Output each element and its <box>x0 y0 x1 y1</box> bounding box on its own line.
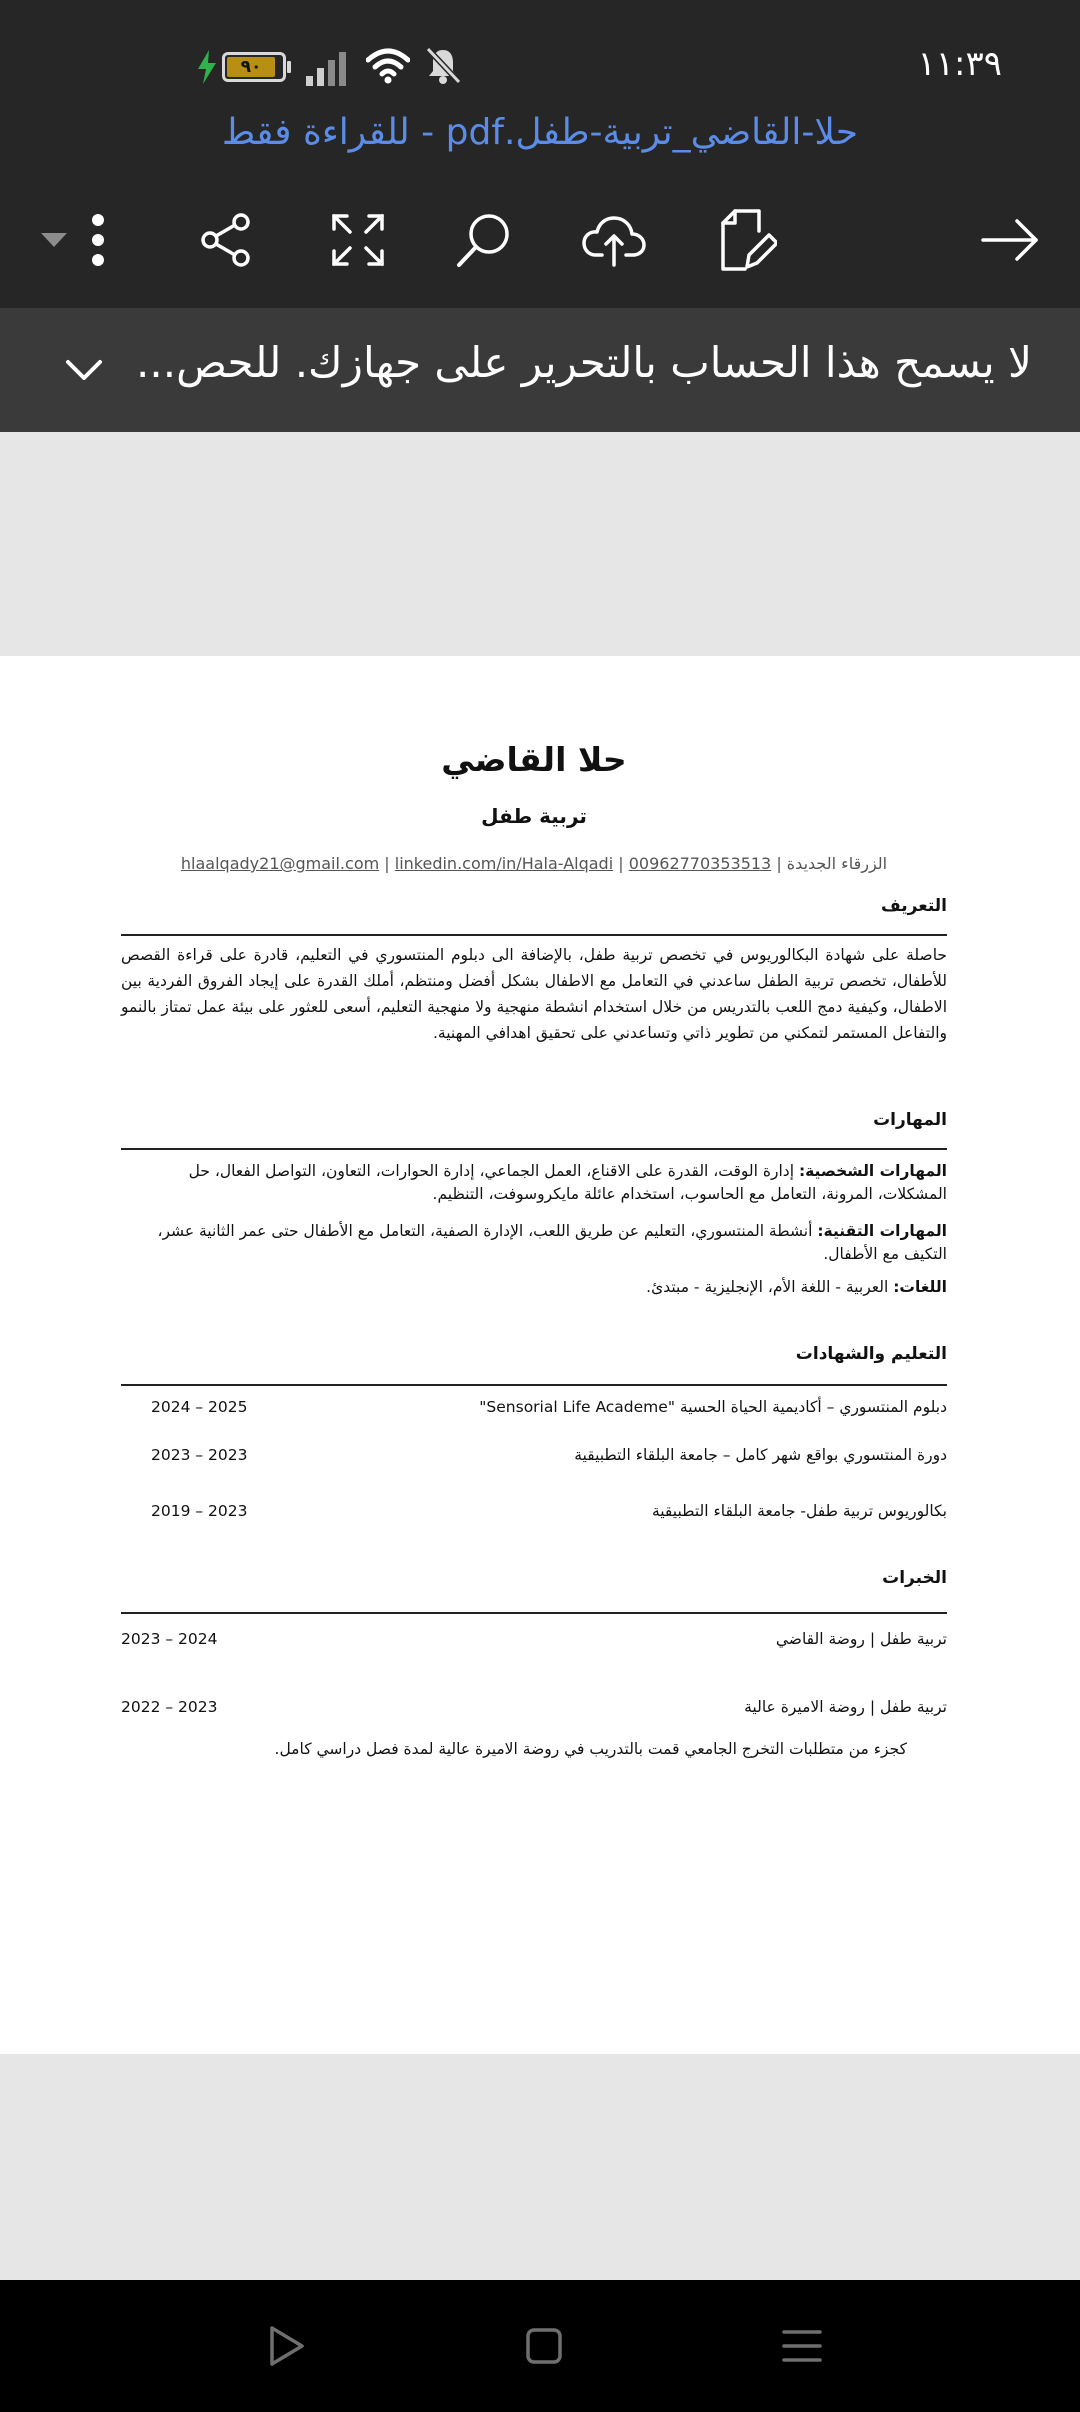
skill-label: المهارات الشخصية: <box>798 1162 947 1180</box>
fullscreen-icon <box>331 213 385 267</box>
contact-separator: | <box>613 854 629 873</box>
wifi-icon <box>366 48 410 84</box>
section-title-skills: المهارات <box>873 1110 947 1130</box>
experience-label: تربية طفل | روضة القاضي <box>775 1630 947 1648</box>
system-nav-bar <box>0 2280 1080 2412</box>
fullscreen-button[interactable] <box>318 200 398 280</box>
edit-icon <box>719 209 777 271</box>
battery-level: ٩٠ <box>240 57 262 77</box>
recents-icon <box>780 2326 824 2366</box>
charging-icon <box>196 50 218 84</box>
resume-subtitle: تربية طفل <box>481 804 587 828</box>
resume <box>121 656 947 2054</box>
search-icon <box>455 211 513 269</box>
nav-recents-button[interactable] <box>770 2314 834 2378</box>
section-divider <box>121 1612 947 1614</box>
section-divider <box>121 1384 947 1386</box>
skill-text: أنشطة المنتسوري، التعليم عن طريق اللعب، الإدارة الصفية، التعامل مع الأطفال حتى عمر الثانية عشر، التكيف مع الأطفال. <box>157 1222 947 1263</box>
banner-message: لا يسمح هذا الحساب بالتحرير على جهازك. للحص... <box>136 338 1032 387</box>
about-paragraph: حاصلة على شهادة البكالوريوس في تخصص تربية طفل، بالإضافة الى دبلوم المنتسوري في التعليم، قادرة على قراءة القصص للأطفال، تخصص تربية الطفل ساعدني في التعامل مع الاطفال بشكل أفضل ومنتظم، أملك القدرة على إيجاد الفروق الفردية بين الاطفال، وكيفية دمج اللعب بالتدريس من خلال استخدام انشطة منهجية ولا منهجية التعليم، أسعى للعثور على بيئة عمل تمتاز بالنمو والتفاعل المستمر لتمكني من تطوير ذاتي وتساعدني على تحقيق اهدافي المهنية. <box>121 946 947 1042</box>
contact-separator: | <box>771 854 787 873</box>
experience-note-text: كجزء من متطلبات التخرج الجامعي قمت بالتدريب في روضة الاميرة عالية لمدة فصل دراسي كامل. <box>274 1740 907 1758</box>
section-divider <box>121 1148 947 1150</box>
contact-separator: | <box>379 854 395 873</box>
skill-personal <box>121 1160 947 1206</box>
section-divider <box>121 934 947 936</box>
skill-text: العربية - اللغة الأم، الإنجليزية - مبتدئ. <box>646 1278 894 1296</box>
section-title-about: التعريف <box>881 896 947 916</box>
chevron-down-icon <box>56 342 112 398</box>
search-button[interactable] <box>444 200 524 280</box>
share-icon <box>198 212 254 268</box>
read-only-banner[interactable] <box>0 308 1080 432</box>
signal-icon <box>306 50 348 86</box>
contact-email-link[interactable]: hlaalqady21@gmail.com <box>180 854 380 873</box>
experience-item <box>121 1630 947 1656</box>
experience-item <box>121 1698 947 1724</box>
pdf-page[interactable] <box>0 656 1080 2054</box>
share-button[interactable] <box>186 200 266 280</box>
skill-label: اللغات: <box>893 1278 947 1296</box>
experience-dates: 2022 – 2023 <box>121 1698 218 1716</box>
education-label: بكالوريوس تربية طفل- جامعة البلقاء التطبيقية <box>651 1502 947 1520</box>
app-header <box>0 0 1080 308</box>
banner-expand-button[interactable] <box>56 342 112 398</box>
more-options-button[interactable] <box>58 200 138 280</box>
resume-name: حلا القاضي <box>441 740 627 779</box>
section-title-experience: الخبرات <box>882 1568 947 1588</box>
cloud-upload-icon <box>582 213 646 267</box>
education-dates: 2024 – 2025 <box>151 1398 248 1416</box>
experience-note <box>121 1740 947 1766</box>
edit-button[interactable] <box>708 200 788 280</box>
nav-home-button[interactable] <box>512 2314 576 2378</box>
skill-languages <box>121 1276 947 1299</box>
contact-phone-link[interactable]: 00962770353513 <box>628 854 772 873</box>
battery-tip <box>287 61 291 73</box>
home-icon <box>524 2326 564 2366</box>
status-clock: ١١:٣٩ <box>917 44 1002 84</box>
back-arrow-button[interactable] <box>970 200 1050 280</box>
experience-label: تربية طفل | روضة الاميرة عالية <box>744 1698 947 1716</box>
experience-dates: 2023 – 2024 <box>121 1630 218 1648</box>
skill-technical <box>121 1220 947 1266</box>
toolbar <box>0 200 1080 280</box>
bell-muted-icon <box>424 46 462 86</box>
skill-text: إدارة الوقت، القدرة على الاقناع، العمل الجماعي، إدارة الحوارات، التعاون، التواصل الفعال، حل المشكلات، المرونة، التعامل مع الحاسوب، استخدام عائلة مايكروسوفت، التنظيم. <box>188 1162 947 1203</box>
status-bar <box>0 0 1080 110</box>
contact-line <box>121 854 947 873</box>
education-dates: 2019 – 2023 <box>151 1502 248 1520</box>
education-label: دورة المنتسوري بواقع شهر كامل – جامعة البلقاء التطبيقية <box>574 1446 947 1464</box>
back-triangle-icon <box>266 2324 306 2368</box>
contact-linkedin-link[interactable]: linkedin.com/in/Hala-Alqadi <box>394 854 614 873</box>
more-vertical-icon <box>90 214 106 266</box>
cloud-upload-button[interactable] <box>574 200 654 280</box>
nav-back-button[interactable] <box>254 2314 318 2378</box>
education-item <box>121 1446 947 1472</box>
education-item <box>121 1398 947 1424</box>
contact-city: الزرقاء الجديدة <box>786 854 888 873</box>
document-title: حلا-القاضي_تربية-طفل.pdf - للقراءة فقط <box>221 112 859 153</box>
battery-icon <box>222 52 286 82</box>
skill-label: المهارات التقنية: <box>817 1222 947 1240</box>
section-title-education: التعليم والشهادات <box>795 1344 947 1364</box>
education-label: دبلوم المنتسوري – أكاديمية الحياة الحسية "Sensorial Life Academe" <box>479 1398 947 1416</box>
education-item <box>121 1502 947 1528</box>
arrow-right-icon <box>981 218 1039 262</box>
education-dates: 2023 – 2023 <box>151 1446 248 1464</box>
